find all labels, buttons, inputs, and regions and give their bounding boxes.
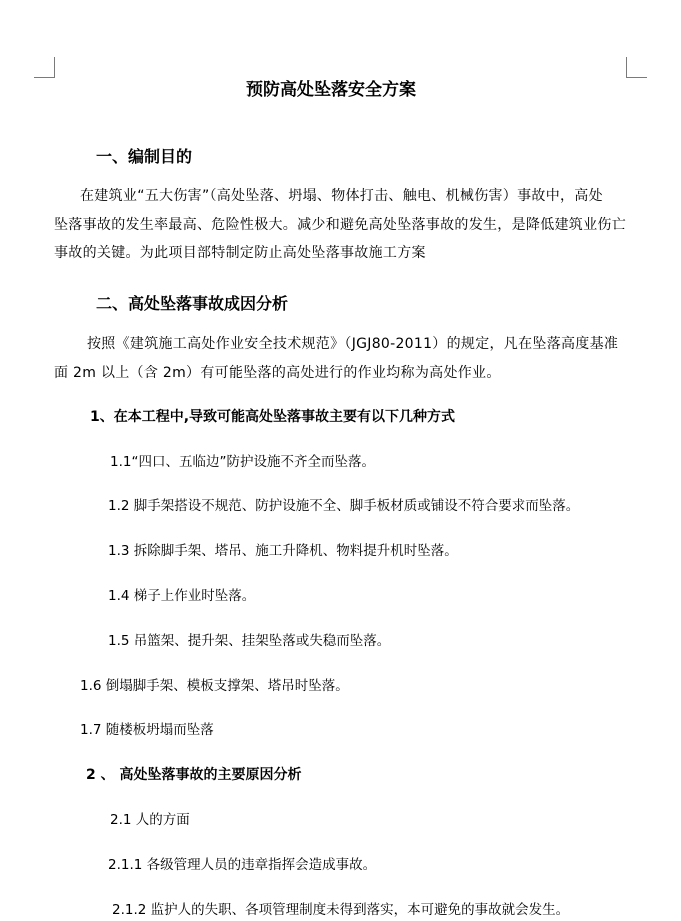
section-2-heading: 二、高处坠落事故成因分析 bbox=[96, 294, 289, 313]
section-1-paragraph-line-3: 事故的关键。为此项目部特制定防止高处坠落事故施工方案 bbox=[54, 245, 426, 261]
document-title: 预防高处坠落安全方案 bbox=[246, 80, 416, 100]
section-1-paragraph-line-2: 坠落事故的发生率最高、危险性极大。减少和避免高处坠落事故的发生，是降低建筑业伤亡 bbox=[54, 217, 626, 233]
section-2-paragraph-line-1: 按照《建筑施工高处作业安全技术规范》（JGJ80-2011）的规定，凡在坠落高度基准 bbox=[87, 336, 619, 352]
subsection-1-heading: 1、在本工程中,导致可能高处坠落事故主要有以下几种方式 bbox=[90, 409, 456, 425]
list-item: 1.5 吊篮架、提升架、挂架坠落或失稳而坠落。 bbox=[108, 633, 391, 649]
list-item: 1.6 倒塌脚手架、模板支撑架、塔吊时坠落。 bbox=[80, 678, 349, 694]
crop-mark-top-right bbox=[626, 57, 647, 78]
crop-mark-top-left bbox=[34, 57, 55, 78]
subsection-2-heading: 2 、 高处坠落事故的主要原因分析 bbox=[86, 767, 302, 783]
section-1-heading: 一、编制目的 bbox=[96, 147, 193, 166]
list-item: 1.4 梯子上作业时坠落。 bbox=[108, 588, 256, 604]
list-item: 2.1 人的方面 bbox=[110, 812, 190, 828]
list-item: 1.3 拆除脚手架、塔吊、施工升降机、物料提升机时坠落。 bbox=[108, 543, 458, 559]
list-item: 2.1.2 监护人的失职、各项管理制度未得到落实，本可避免的事故就会发生。 bbox=[112, 902, 570, 918]
list-item: 1.7 随楼板坍塌而坠落 bbox=[80, 722, 214, 738]
section-2-paragraph-line-2: 面 2m 以上（含 2m）有可能坠落的高处进行的作业均称为高处作业。 bbox=[54, 365, 501, 381]
section-1-paragraph-line-1: 在建筑业“五大伤害”（高处坠落、坍塌、物体打击、触电、机械伤害）事故中，高处 bbox=[80, 188, 603, 204]
list-item: 1.2 脚手架搭设不规范、防护设施不全、脚手板材质或铺设不符合要求而坠落。 bbox=[108, 498, 580, 514]
list-item: 2.1.1 各级管理人员的违章指挥会造成事故。 bbox=[108, 857, 377, 873]
list-item: 1.1“四口、五临边”防护设施不齐全而坠落。 bbox=[110, 454, 375, 470]
